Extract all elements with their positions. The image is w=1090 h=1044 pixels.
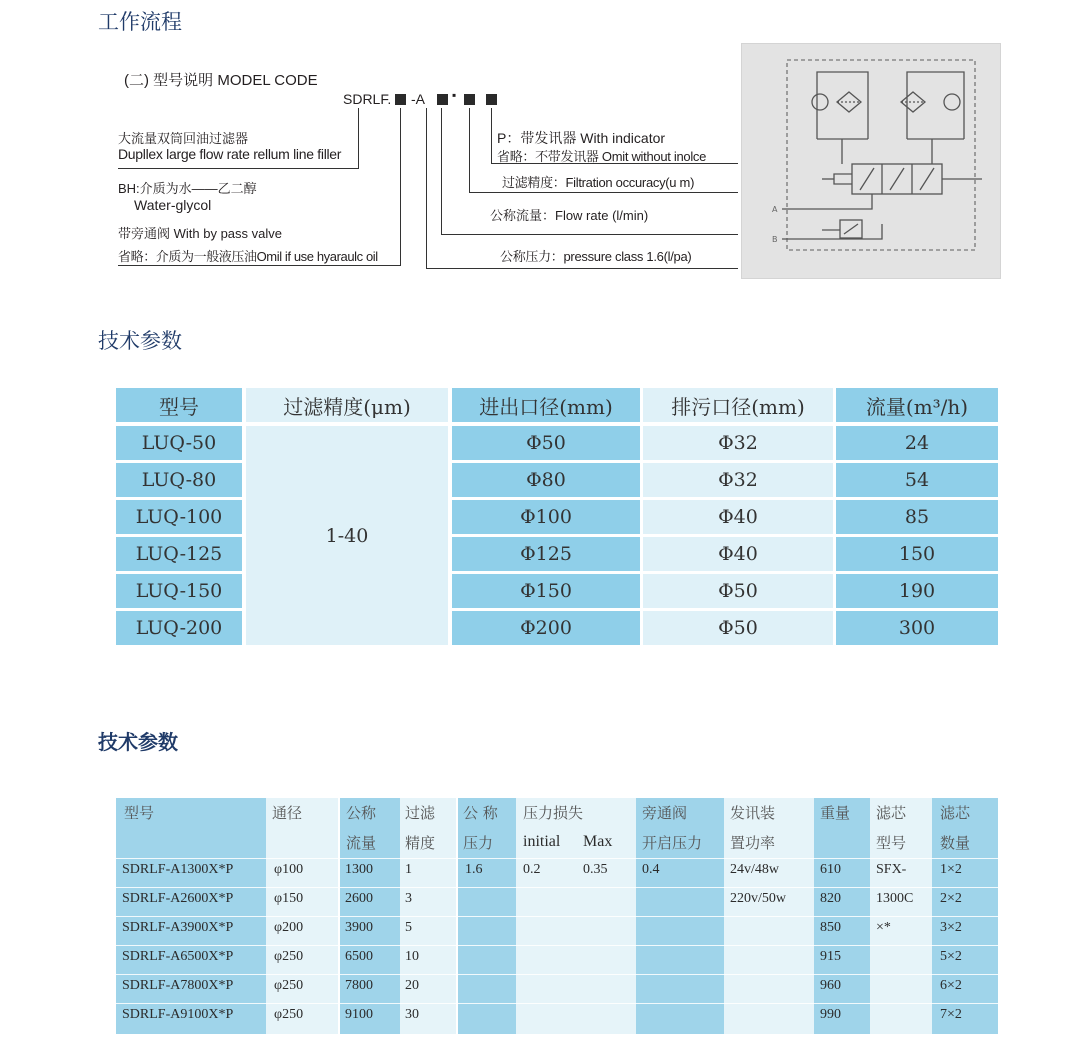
cell-inout: Φ100 xyxy=(452,500,640,534)
label-flow-rate: 公称流量：Flow rate (l/min) xyxy=(490,208,649,223)
label-bypass: 带旁通阀 With by pass valve xyxy=(118,226,282,241)
cell-model: SDRLF-A9100X*P xyxy=(122,1007,234,1022)
cell-flow: 3900 xyxy=(345,920,373,935)
table2-row-separator xyxy=(116,1003,998,1004)
connector-line xyxy=(469,192,738,193)
cell-flow: 9100 xyxy=(345,1007,373,1022)
cell-loss-max-shared: 0.35 xyxy=(583,862,608,877)
cell-drain: Φ32 xyxy=(643,426,833,460)
right-branch-line xyxy=(907,72,964,139)
cell-flow: 300 xyxy=(836,611,998,645)
cell-flow: 190 xyxy=(836,574,998,608)
schematic-drawing xyxy=(742,44,1000,278)
cell-bore: φ250 xyxy=(274,978,304,993)
cell-precision: 5 xyxy=(405,920,412,935)
cell-weight: 990 xyxy=(820,1007,841,1022)
cell-model: SDRLF-A1300X*P xyxy=(122,862,234,877)
cell-inout: Φ150 xyxy=(452,574,640,608)
cell-precision: 20 xyxy=(405,978,419,993)
header-weight: 重量 xyxy=(820,804,851,822)
header-drain-diameter: 排污口径(mm) xyxy=(643,388,833,422)
cell-flow: 24 xyxy=(836,426,998,460)
connector-line xyxy=(118,265,401,266)
connector-line xyxy=(441,108,442,235)
cell-element-3: ×* xyxy=(876,920,891,935)
table2-row-separator xyxy=(116,887,998,888)
label-filter-cn: 大流量双筒回油过滤器 xyxy=(118,131,249,146)
cell-inout: Φ50 xyxy=(452,426,640,460)
header-bore: 通径 xyxy=(272,804,303,822)
label-omit-indicator: 省略：不带发讯器 Omit without inolce xyxy=(497,149,707,164)
cell-model: SDRLF-A3900X*P xyxy=(122,920,234,935)
cell-bore: φ250 xyxy=(274,1007,304,1022)
table2-row-separator xyxy=(116,945,998,946)
cell-model: LUQ-150 xyxy=(116,574,242,608)
header-element-2: 型号 xyxy=(876,834,907,852)
header-power-1: 发讯装 xyxy=(730,804,776,822)
port-label-a: A xyxy=(772,205,778,214)
hydraulic-schematic xyxy=(741,43,1001,279)
cell-drain: Φ32 xyxy=(643,463,833,497)
cell-flow: 1300 xyxy=(345,862,373,877)
code-prefix: SDRLF. xyxy=(343,91,392,107)
header-bypass-1: 旁通阀 xyxy=(642,804,688,822)
cell-bore: φ250 xyxy=(274,949,304,964)
cell-bore: φ150 xyxy=(274,891,304,906)
cell-count: 7×2 xyxy=(940,1007,962,1022)
cell-flow: 6500 xyxy=(345,949,373,964)
label-medium-cn: BH:介质为水——乙二醇 xyxy=(118,181,257,196)
connector-line xyxy=(426,108,427,269)
connector-line xyxy=(118,168,359,169)
code-slot-1 xyxy=(395,94,406,105)
cell-precision: 1 xyxy=(405,862,412,877)
cell-count: 1×2 xyxy=(940,862,962,877)
cell-model: LUQ-100 xyxy=(116,500,242,534)
cell-weight: 915 xyxy=(820,949,841,964)
port-label-b: B xyxy=(772,235,778,244)
header-precision-1: 过滤 xyxy=(405,804,436,822)
cell-model: LUQ-125 xyxy=(116,537,242,571)
cell-model: SDRLF-A6500X*P xyxy=(122,949,234,964)
frame-boundary xyxy=(787,60,975,250)
table2-row-separator xyxy=(116,974,998,975)
header-pressure-1: 公 称 xyxy=(463,804,498,822)
cell-drain: Φ40 xyxy=(643,500,833,534)
cell-element-1: SFX- xyxy=(876,862,907,877)
label-indicator: P：带发讯器 With indicator xyxy=(497,130,666,146)
model-code-title: (二) 型号说明 MODEL CODE xyxy=(124,72,318,89)
cell-weight: 820 xyxy=(820,891,841,906)
cell-model: SDRLF-A7800X*P xyxy=(122,978,234,993)
cell-precision-shared: 1-40 xyxy=(246,426,448,645)
label-omit-medium: 省略：介质为一般液压油Omil if use hyaraulc oil xyxy=(118,249,378,264)
cell-flow: 85 xyxy=(836,500,998,534)
header-model: 型号 xyxy=(124,804,155,822)
cell-count: 6×2 xyxy=(940,978,962,993)
table2-row-separator xyxy=(116,858,998,859)
header-pressure-2: 压力 xyxy=(463,834,494,852)
cell-loss-initial-shared: 0.2 xyxy=(523,862,541,877)
header-bypass-2: 开启压力 xyxy=(642,834,703,852)
connector-line xyxy=(358,108,359,168)
spec-heading-2: 技术参数 xyxy=(98,730,178,754)
header-flow: 流量(m³/h) xyxy=(836,388,998,422)
connector-line xyxy=(426,268,738,269)
header-precision: 过滤精度(μm) xyxy=(246,388,448,422)
cell-count: 3×2 xyxy=(940,920,962,935)
code-slot-3 xyxy=(464,94,475,105)
cell-inout: Φ125 xyxy=(452,537,640,571)
header-loss-max: Max xyxy=(583,833,613,850)
header-element-1: 滤芯 xyxy=(876,804,907,822)
header-flow-1: 公称 xyxy=(346,804,377,822)
left-check-valve-icon xyxy=(812,94,828,110)
connector-line xyxy=(491,108,492,163)
cell-power-1: 24v/48w xyxy=(730,862,779,877)
header-pressure-loss: 压力损失 xyxy=(523,804,584,822)
cell-count: 5×2 xyxy=(940,949,962,964)
cell-flow: 54 xyxy=(836,463,998,497)
cell-flow: 150 xyxy=(836,537,998,571)
left-branch-line xyxy=(817,72,868,139)
header-power-2: 置功率 xyxy=(730,834,776,852)
code-slot-4 xyxy=(486,94,497,105)
cell-model: LUQ-80 xyxy=(116,463,242,497)
cell-inout: Φ200 xyxy=(452,611,640,645)
code-separator-a: -A xyxy=(411,91,425,107)
connector-line xyxy=(469,108,470,193)
cell-bore: φ200 xyxy=(274,920,304,935)
cell-precision: 30 xyxy=(405,1007,419,1022)
header-loss-initial: initial xyxy=(523,833,561,850)
header-flow-2: 流量 xyxy=(346,834,377,852)
label-pressure-class: 公称压力：pressure class 1.6(l/pa) xyxy=(500,249,692,264)
header-inout-diameter: 进出口径(mm) xyxy=(452,388,640,422)
spec-heading-1: 技术参数 xyxy=(98,329,182,353)
cell-drain: Φ50 xyxy=(643,574,833,608)
cell-element-2: 1300C xyxy=(876,891,914,906)
cell-weight: 850 xyxy=(820,920,841,935)
cell-model: LUQ-50 xyxy=(116,426,242,460)
cell-precision: 3 xyxy=(405,891,412,906)
cell-inout: Φ80 xyxy=(452,463,640,497)
cell-model: SDRLF-A2600X*P xyxy=(122,891,234,906)
cell-flow: 2600 xyxy=(345,891,373,906)
cell-flow: 7800 xyxy=(345,978,373,993)
cell-bore: φ100 xyxy=(274,862,304,877)
connector-line xyxy=(441,234,738,235)
header-count-2: 数量 xyxy=(940,834,971,852)
header-count-1: 滤芯 xyxy=(940,804,971,822)
label-filter-en: Dupllex large flow rate rellum line filler xyxy=(118,146,342,162)
header-precision-2: 精度 xyxy=(405,834,436,852)
label-filtration-accuracy: 过滤精度：Filtration occuracy(u m) xyxy=(502,175,695,190)
cell-count: 2×2 xyxy=(940,891,962,906)
code-slot-2 xyxy=(437,94,448,105)
connector-line xyxy=(400,108,401,265)
cell-drain: Φ50 xyxy=(643,611,833,645)
cell-power-2: 220v/50w xyxy=(730,891,786,906)
cell-precision: 10 xyxy=(405,949,419,964)
cell-weight: 960 xyxy=(820,978,841,993)
table2-row-separator xyxy=(116,916,998,917)
cell-pressure-shared: 1.6 xyxy=(465,862,483,877)
right-check-valve-icon xyxy=(944,94,960,110)
cell-drain: Φ40 xyxy=(643,537,833,571)
header-model: 型号 xyxy=(116,388,242,422)
code-separator-dot: ▪ xyxy=(452,88,457,102)
cell-model: LUQ-200 xyxy=(116,611,242,645)
workflow-heading: 工作流程 xyxy=(98,10,182,34)
cell-weight: 610 xyxy=(820,862,841,877)
label-medium-en: Water-glycol xyxy=(134,197,212,213)
cell-bypass-shared: 0.4 xyxy=(642,862,660,877)
